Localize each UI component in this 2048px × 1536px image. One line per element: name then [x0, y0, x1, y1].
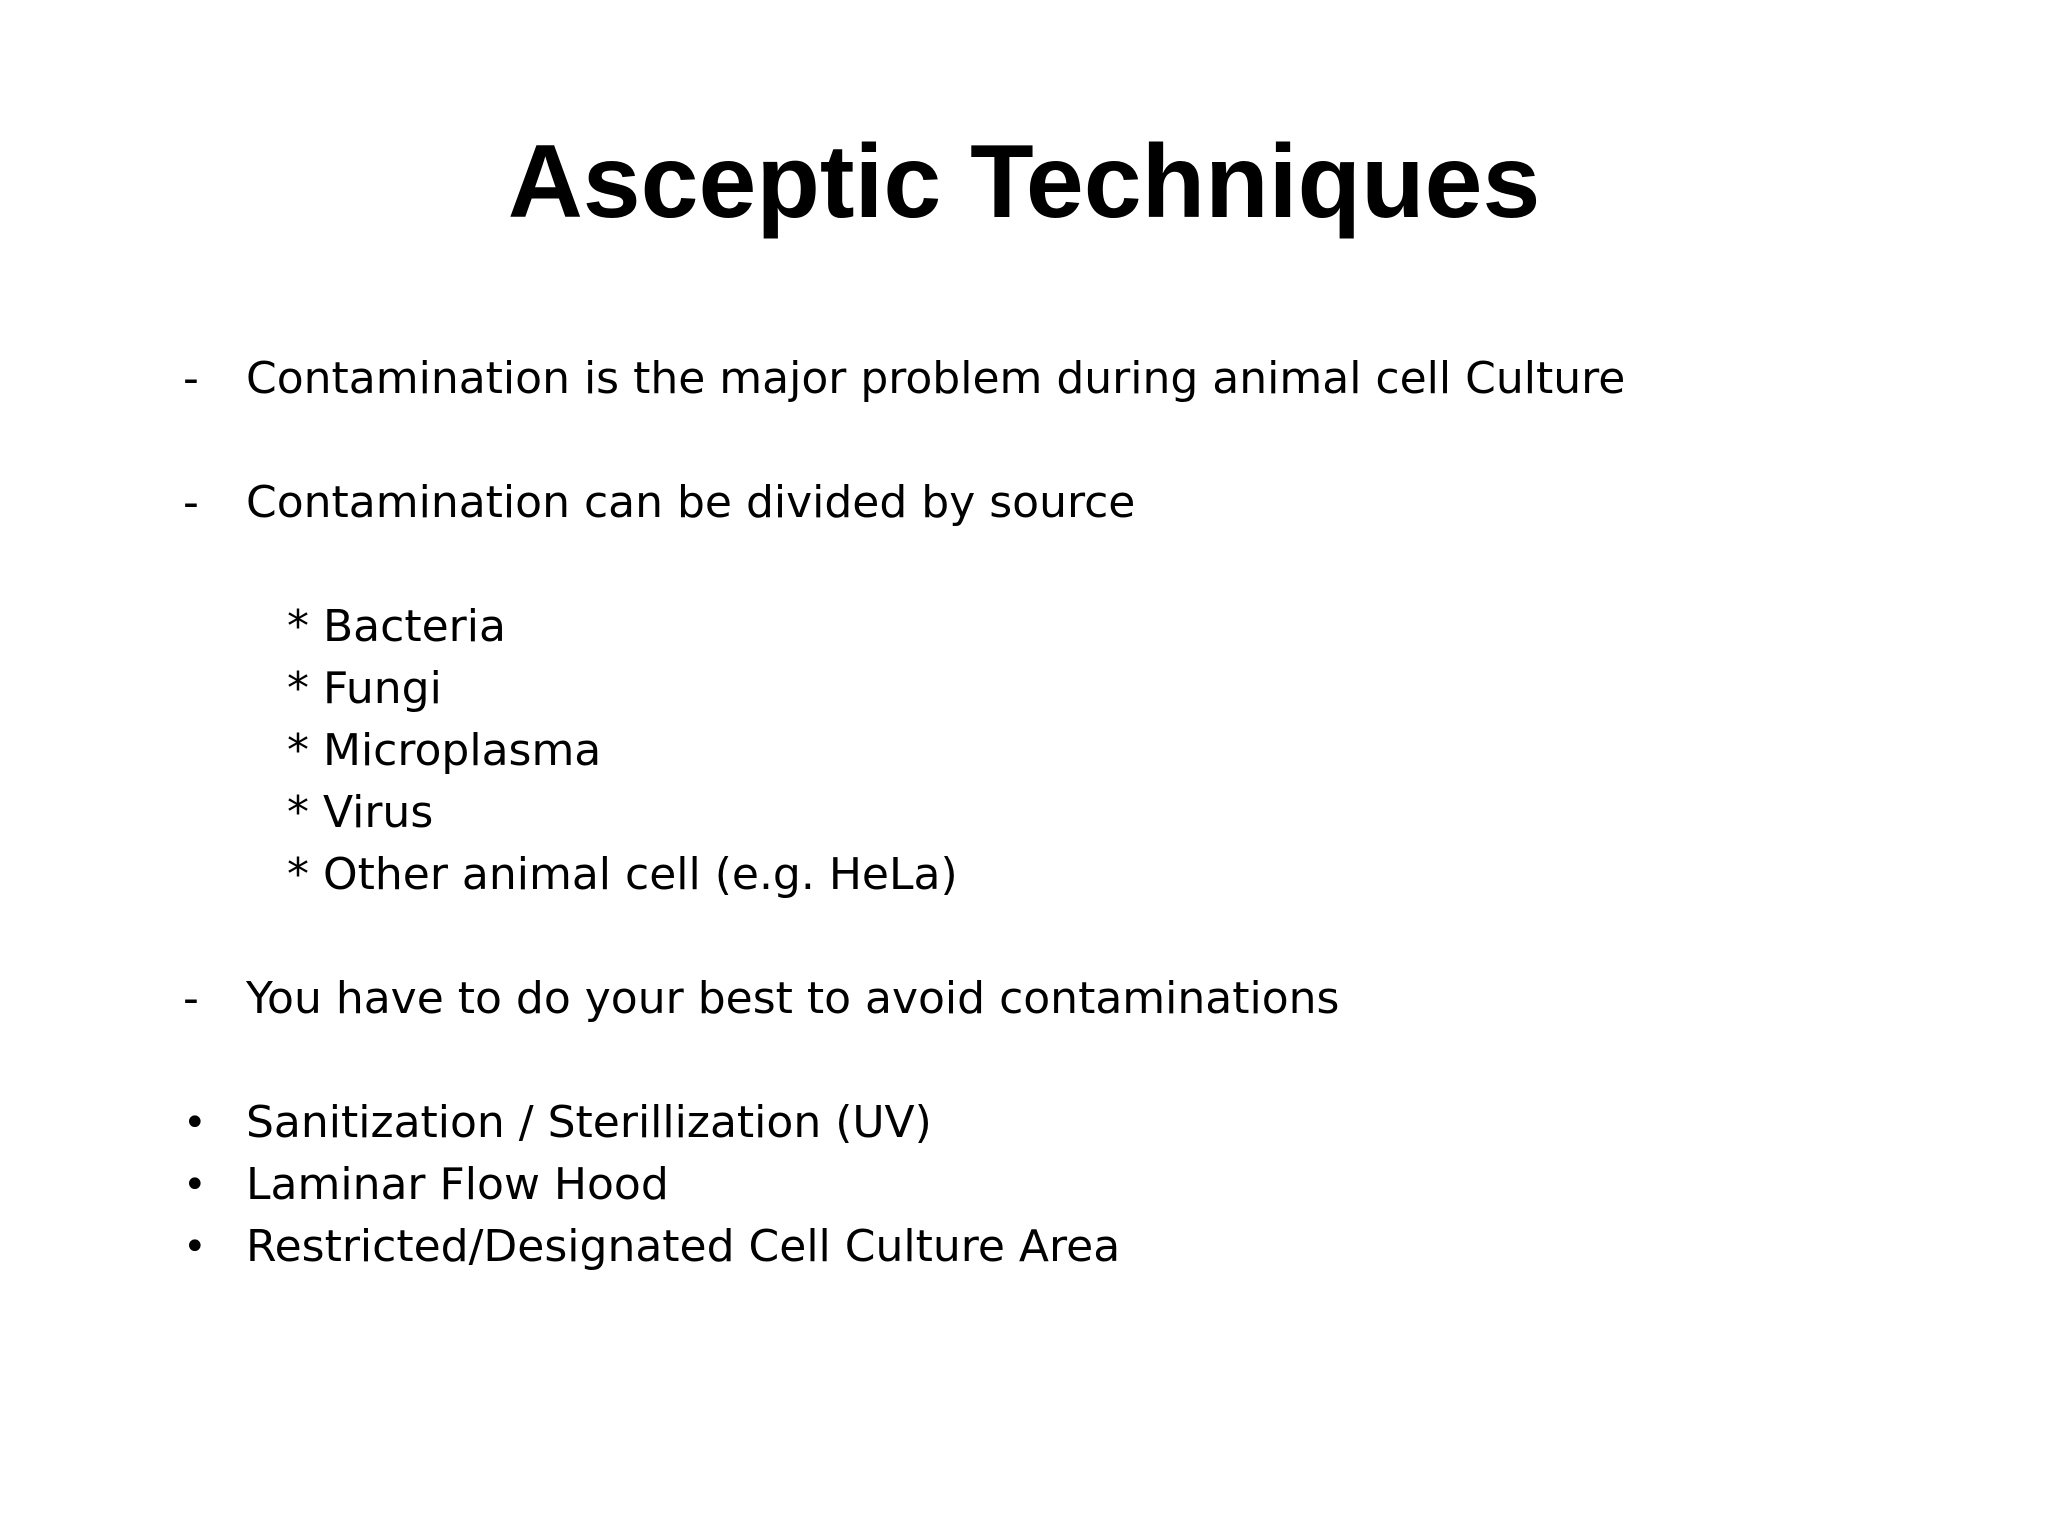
slide-title: Asceptic Techniques	[507, 124, 1541, 240]
point-text: You have to do your best to avoid contaminations	[246, 973, 1340, 1024]
source-text: * Virus	[287, 787, 434, 838]
measure-text: Laminar Flow Hood	[246, 1159, 669, 1210]
dash-marker: -	[183, 353, 199, 404]
point-text: Contamination is the major problem during animal cell Culture	[246, 353, 1626, 404]
bullet-icon: •	[183, 1224, 207, 1270]
measure-text: Restricted/Designated Cell Culture Area	[246, 1221, 1121, 1272]
dash-marker: -	[183, 973, 199, 1024]
bullet-icon: •	[183, 1162, 207, 1208]
point-text: Contamination can be divided by source	[246, 477, 1136, 528]
measure-text: Sanitization / Sterillization (UV)	[246, 1097, 932, 1148]
source-text: * Microplasma	[287, 725, 602, 776]
source-text: * Bacteria	[287, 601, 506, 652]
dash-marker: -	[183, 477, 199, 528]
bullet-icon: •	[183, 1100, 207, 1146]
source-text: * Other animal cell (e.g. HeLa)	[287, 849, 958, 900]
source-text: * Fungi	[287, 663, 442, 714]
